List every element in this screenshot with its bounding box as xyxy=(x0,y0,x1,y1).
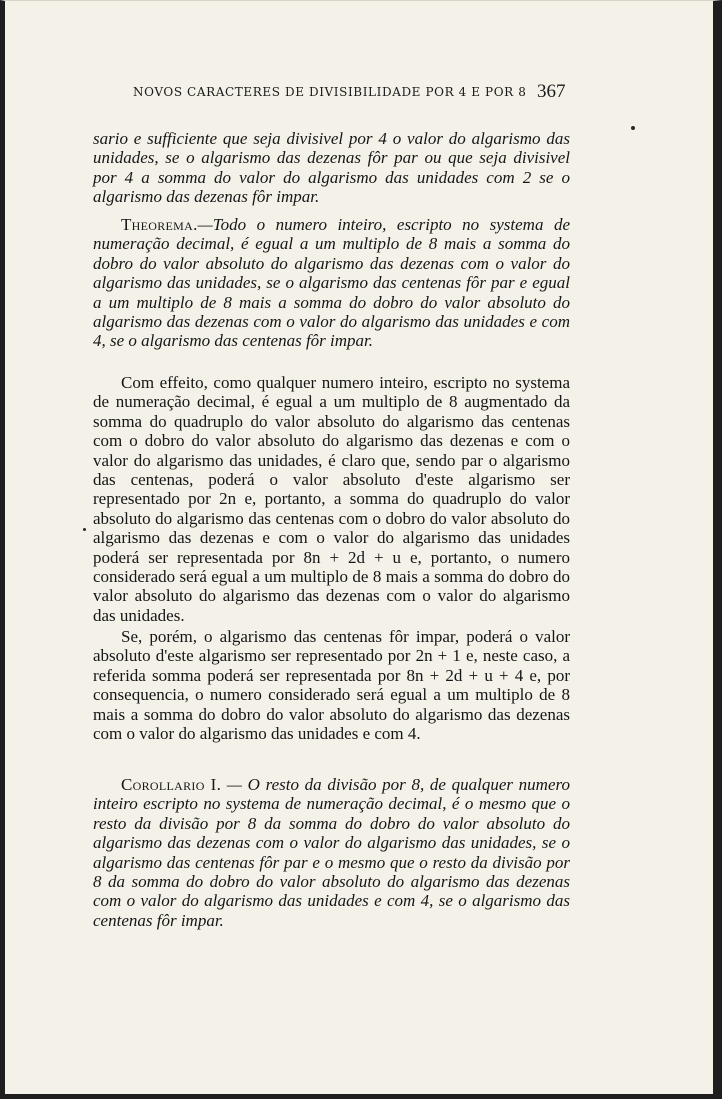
ink-speck xyxy=(631,126,635,130)
paragraph-continuation: sario e sufficiente que seja divisivel por 4 o valor do algarismo das unidades, se o algarismo das dezenas fôr par ou que seja divisivel por 4 a somma do valor do algarismo das unidades com 2 se o algarismo das dezenas fôr impar. xyxy=(93,129,570,207)
corollary-label: Corollario I. xyxy=(121,775,222,794)
corollary-paragraph xyxy=(93,775,570,930)
theorem-label: Theorema. xyxy=(121,215,198,234)
proof-text-2: Se, porém, o algarismo das centenas fôr impar, poderá o valor absoluto d'este algarismo ser representado por 2n + 1 e, neste caso, a referida somma poderá ser representada por 8n + 2d + u + 4 e, por consequencia, o numero considerado será egual a um multiplo de 8 mais a somma do dobro do valor absoluto do algarismo das dezenas com o valor do algarismo das unidades e com 4. xyxy=(93,627,570,744)
page-number: 367 xyxy=(537,81,566,102)
corollary-text: — O resto da divisão por 8, de qualquer numero inteiro escripto no systema de numeração decimal, é o mesmo que o resto da divisão por 8 da somma do dobro do valor absoluto do algarismo das dezenas com o valor do algarismo das unidades, se o algarismo das centenas fôr par e o mesmo que o resto da divisão por 8 da somma do dobro do valor absoluto do algarismo das dezenas com o valor do algarismo das unidades e com 4, se o algarismo das centenas fôr impar. xyxy=(93,775,570,930)
ink-speck xyxy=(83,528,86,531)
proof-paragraph-2 xyxy=(93,627,570,743)
theorem-text: —Todo o numero inteiro, escripto no systema de numeração decimal, é egual a um multiplo de 8 mais a somma do dobro do valor absoluto do algarismo das dezenas com o valor do algarismo das unidades, se o algarismo das centenas fôr par e egual a um multiplo de 8 mais a somma do dobro do valor absoluto do algarismo das dezenas com o valor do algarismo das unidades e com 4, se o algarismo das centenas fôr impar. xyxy=(93,215,570,351)
theorem-paragraph xyxy=(93,215,570,351)
proof-text-1: Com effeito, como qualquer numero inteiro, escripto no systema de numeração decimal, é egual a um multiplo de 8 augmentado da somma do quadruplo do valor absoluto do algarismo das centenas com o dobro do valor absoluto do algarismo das dezenas e com o valor do algarismo das unidades, é claro que, sendo par o algarismo das centenas, poderá o valor absoluto d'este algarismo ser representado por 2n e, portanto, a somma do quadruplo do valor absoluto do algarismo das centenas com o dobro do valor absoluto do algarismo das dezenas e com o valor do algarismo das unidades poderá ser representada por 8n + 2d + u e, portanto, o numero considerado será egual a um multiplo de 8 mais a somma do dobro do valor absoluto do algarismo das dezenas com o valor do algarismo das unidades. xyxy=(93,373,570,625)
running-header: NOVOS CARACTERES DE DIVISIBILIDADE POR 4 E POR 8 xyxy=(133,85,527,99)
proof-paragraph-1 xyxy=(93,373,570,625)
